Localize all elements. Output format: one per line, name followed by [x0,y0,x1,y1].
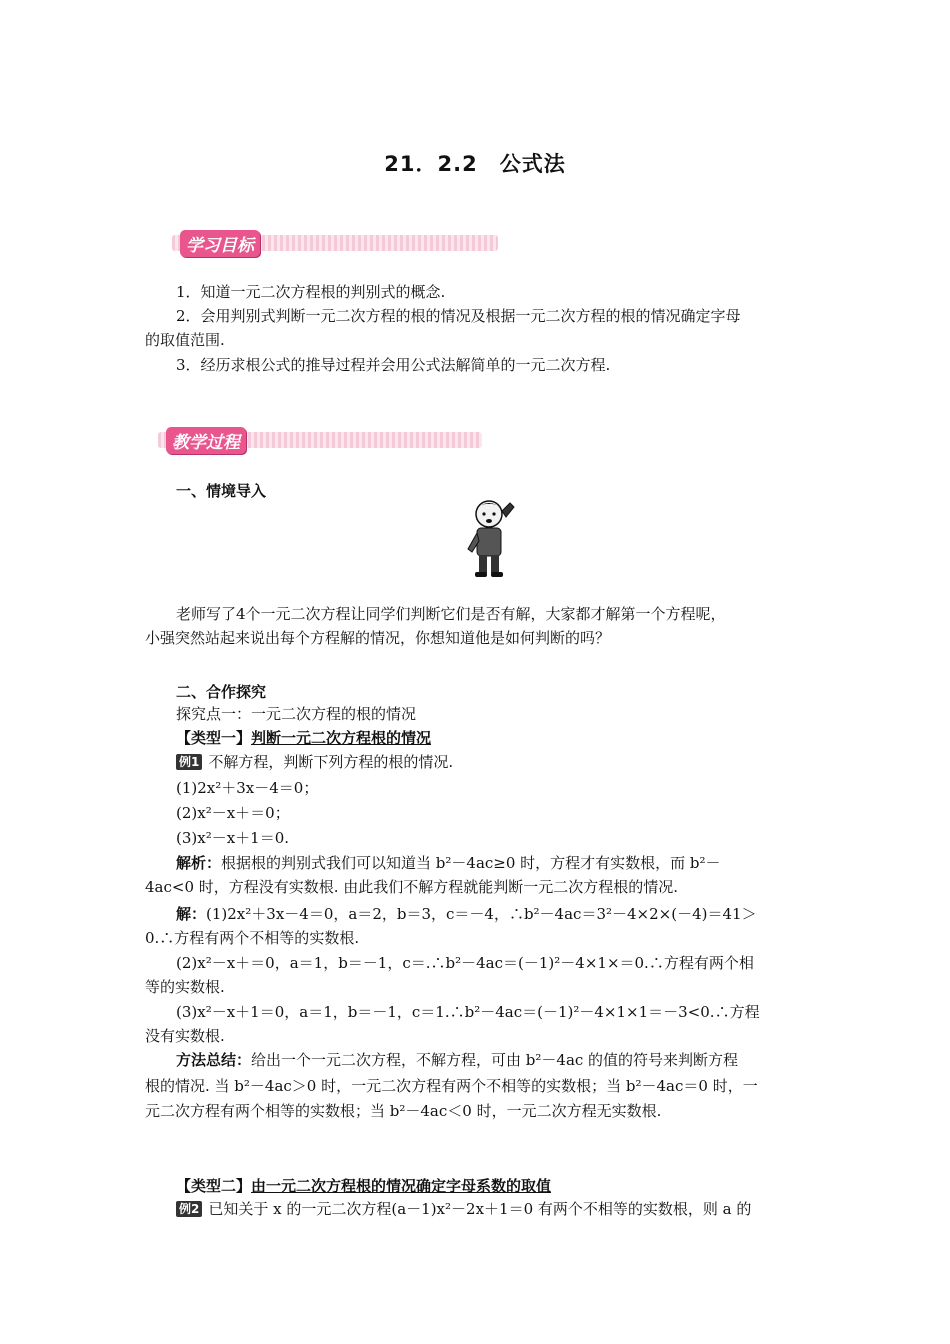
method-label: 方法总结： [176,1051,252,1069]
example-1-item-3: (3)x²－x＋1＝0. [176,829,290,847]
objective-1: 1．知道一元二次方程根的判别式的概念. [176,283,446,301]
example-1-item-1: (1)2x²＋3x－4＝0； [176,779,319,797]
example-2 [176,1197,751,1221]
section-cooperation: 二、合作探究 [176,683,267,701]
example-2-badge: 例2 [176,1201,202,1217]
type-2-heading [176,1174,551,1198]
objective-3: 3．经历求根公式的推导过程并会用公式法解简单的一元二次方程. [176,356,611,374]
example-1-item-2: (2)x²－x＋＝0； [176,804,290,822]
method-line-1 [176,1048,738,1072]
solution-line-4: 等的实数根. [145,978,225,996]
analysis-line-2: 4ac<0 时，方程没有实数根. 由此我们不解方程就能判断一元二次方程根的情况. [145,878,679,896]
example-2-text: 已知关于 x 的一元二次方程(a－1)x²－2x＋1＝0 有两个不相等的实数根，则 a 的 [208,1200,752,1218]
solution-line-5: (3)x²－x＋1＝0，a＝1，b＝－1，c＝1.∴b²－4ac＝(－1)²－4×1×1＝－3<0.∴方程 [176,1003,760,1021]
process-banner [158,427,482,453]
solution-label: 解： [176,905,207,923]
solution-line-2: 0.∴方程有两个不相等的实数根. [145,929,360,947]
explore-point-1: 探究点一：一元二次方程的根的情况 [176,705,417,723]
type-2-title: 由一元二次方程根的情况确定字母系数的取值 [251,1177,552,1195]
solution-line-6: 没有实数根. [145,1027,225,1045]
boy-illustration-icon [462,497,518,581]
analysis-line-1 [176,851,721,875]
example-1-badge: 例1 [176,754,202,770]
intro-line-1: 老师写了4个一元二次方程让同学们判断它们是否有解，大家都才解第一个方程呢， [176,605,726,623]
type-1-heading [176,726,431,750]
solution-line-1 [176,902,757,926]
objectives-banner [172,230,498,256]
analysis-label: 解析： [176,854,222,872]
type-1-title: 判断一元二次方程根的情况 [251,729,432,747]
solution-text: (1)2x²＋3x－4＝0，a＝2，b＝3，c＝－4，∴b²－4ac＝3²－4×2×(－4)＝41＞ [206,905,757,923]
objective-2: 2．会用判别式判断一元二次方程的根的情况及根据一元二次方程的根的情况确定字母 [176,307,741,325]
method-line-3: 元二次方程有两个相等的实数根；当 b²－4ac＜0 时，一元二次方程无实数根. [145,1102,662,1120]
example-1 [176,750,453,774]
banner-label: 学习目标 [180,230,260,257]
analysis-text: 根据根的判别式我们可以知道当 b²－4ac≥0 时，方程才有实数根，而 b²－ [221,854,721,872]
solution-line-3: (2)x²－x＋＝0，a＝1，b＝－1，c＝.∴b²－4ac＝(－1)²－4×1×＝0.∴方程有两个相 [176,954,754,972]
method-line-2: 根的情况. 当 b²－4ac＞0 时，一元二次方程有两个不相等的实数根；当 b²－4ac＝0 时，一 [145,1077,758,1095]
section-situation: 一、情境导入 [176,482,267,500]
objective-2-cont: 的取值范围. [145,331,225,349]
intro-line-2: 小强突然站起来说出每个方程解的情况，你想知道他是如何判断的吗？ [145,629,611,647]
banner-label: 教学过程 [166,427,246,454]
method-text: 给出一个一元二次方程，不解方程，可由 b²－4ac 的值的符号来判断方程 [251,1051,739,1069]
example-1-text: 不解方程，判断下列方程的根的情况. [208,753,454,771]
page-title: 21．2.2 公式法 [384,152,566,176]
type-1-tag: 【类型一】 [176,729,252,747]
type-2-tag: 【类型二】 [176,1177,252,1195]
